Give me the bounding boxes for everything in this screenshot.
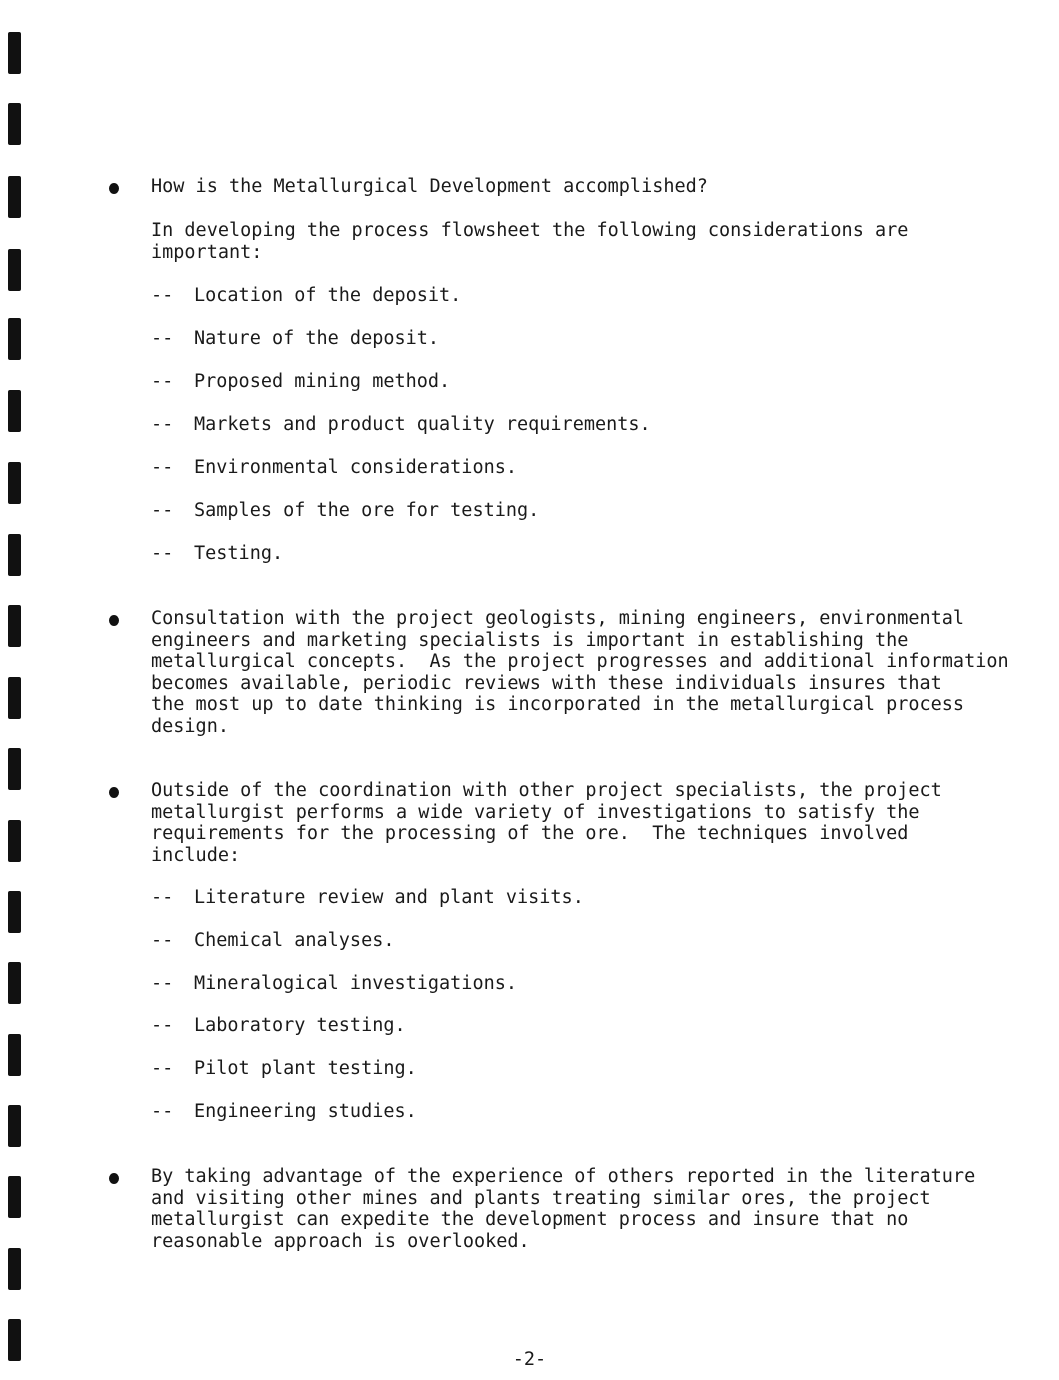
list-item-text: Nature of the deposit. — [194, 328, 440, 349]
dash-marker: -- — [151, 328, 174, 349]
dash-marker: -- — [151, 543, 174, 564]
list-item-text: Proposed mining method. — [194, 371, 451, 392]
list-item-text: Laboratory testing. — [194, 1015, 406, 1036]
dash-marker: -- — [151, 887, 174, 908]
bullet-point — [109, 183, 119, 194]
list-item — [151, 328, 991, 350]
dash-marker: -- — [151, 1101, 174, 1122]
list-item — [151, 414, 991, 436]
dash-marker: -- — [151, 457, 174, 478]
dash-marker: -- — [151, 414, 174, 435]
list-item-text: Chemical analyses. — [194, 930, 395, 951]
list-item-text: Environmental considerations. — [194, 457, 518, 478]
list-item — [151, 1058, 991, 1080]
list-item — [151, 973, 991, 995]
dash-marker: -- — [151, 285, 174, 306]
list-item-text: Mineralogical investigations. — [194, 973, 518, 994]
dash-marker: -- — [151, 500, 174, 521]
dash-marker: -- — [151, 1058, 174, 1079]
list-item — [151, 285, 991, 307]
list-item — [151, 930, 991, 952]
list-item — [151, 371, 991, 393]
list-item-text: Testing. — [194, 543, 284, 564]
bullet-point — [109, 615, 119, 626]
paragraph: Consultation with the project geologists, mining engineers, environmental engineers and marketing specialists is important in establishing the metallurgical concepts. As the project progresses and additional information becomes available, periodic reviews with these individuals insures that the most up to date thinking is incorporated in the metallurgical process design. — [151, 608, 1009, 737]
list-item — [151, 887, 991, 909]
bullet-point — [109, 787, 119, 798]
dash-marker: -- — [151, 1015, 174, 1036]
list-item-text: Pilot plant testing. — [194, 1058, 417, 1079]
list-item-text: Location of the deposit. — [194, 285, 462, 306]
list-item — [151, 543, 991, 565]
dash-marker: -- — [151, 973, 174, 994]
list-item-text: Engineering studies. — [194, 1101, 417, 1122]
section-intro: In developing the process flowsheet the following considerations are important: — [151, 220, 909, 263]
list-item-text: Samples of the ore for testing. — [194, 500, 540, 521]
dash-marker: -- — [151, 930, 174, 951]
dash-marker: -- — [151, 371, 174, 392]
list-item — [151, 1101, 991, 1123]
bullet-point — [109, 1173, 119, 1184]
list-item-text: Markets and product quality requirements. — [194, 414, 651, 435]
list-item — [151, 1015, 991, 1037]
paragraph: By taking advantage of the experience of others reported in the literature and visiting other mines and plants treating similar ores, the project metallurgist can expedite the development process and insure that no reasonable approach is overlooked. — [151, 1166, 976, 1252]
section-question: How is the Metallurgical Development accomplished? — [151, 176, 708, 197]
page-number: -2- — [512, 1349, 547, 1370]
list-item — [151, 500, 991, 522]
list-item — [151, 457, 991, 479]
paragraph: Outside of the coordination with other project specialists, the project metallurgist performs a wide variety of investigations to satisfy the requirements for the processing of the ore. The techniques involved include: — [151, 780, 942, 866]
list-item-text: Literature review and plant visits. — [194, 887, 584, 908]
